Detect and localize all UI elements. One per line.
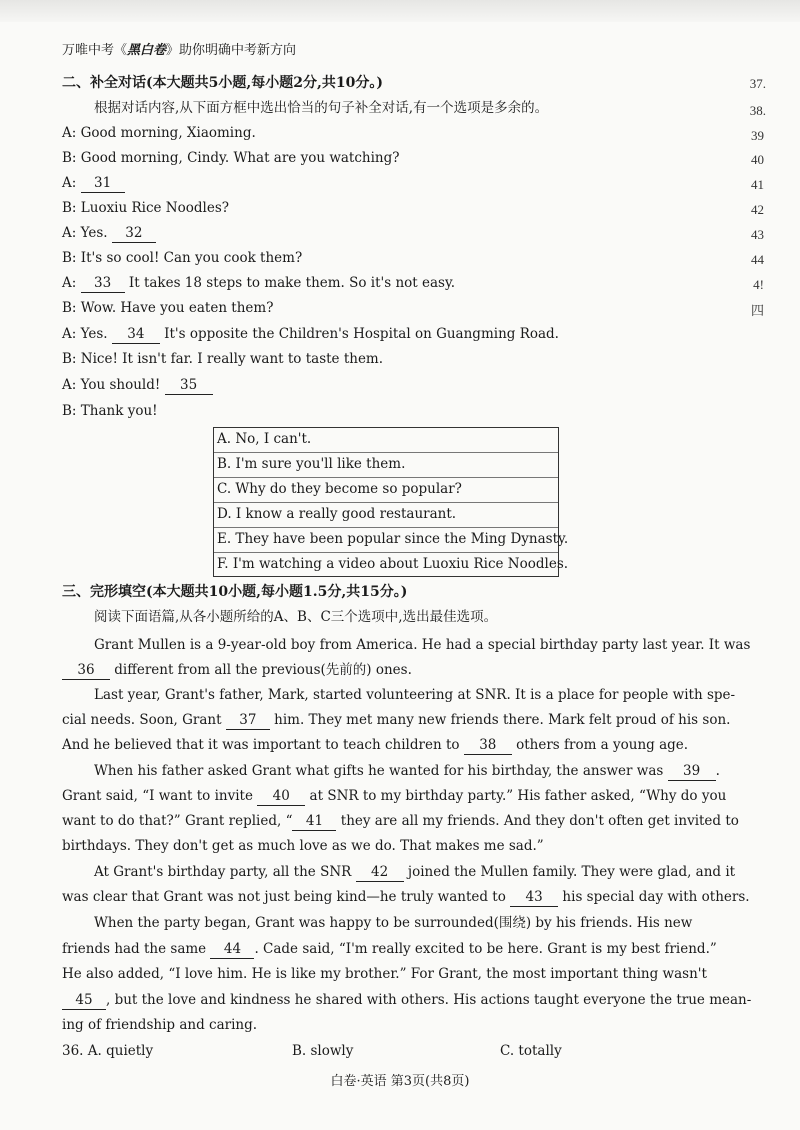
question-36: 36. A. quietly	[62, 1043, 154, 1059]
blank-32[interactable]: 32	[112, 224, 156, 243]
blank-35[interactable]: 35	[165, 376, 213, 395]
blank-43[interactable]: 43	[510, 888, 558, 907]
blank-31[interactable]: 31	[81, 174, 125, 193]
option-divider	[214, 552, 558, 553]
blank-44[interactable]: 44	[210, 940, 254, 959]
dialogue-line: B: Nice! It isn't far. I really want to taste them.	[62, 351, 384, 367]
option-a[interactable]: A. No, I can't.	[217, 431, 312, 447]
margin-number: 39	[751, 128, 764, 143]
dialogue-line: A: Good morning, Xiaoming.	[62, 125, 256, 141]
option-divider	[214, 452, 558, 453]
option-e[interactable]: E. They have been popular since the Ming Dynasty.	[217, 531, 569, 547]
passage-line: When the party began, Grant was happy to be surrounded(围绕) by his friends. His new	[94, 915, 693, 931]
dialogue-line: A: You should! 35	[62, 376, 213, 395]
section2-instruction: 根据对话内容,从下面方框中选出恰当的句子补全对话,有一个选项是多余的。	[94, 100, 549, 116]
passage-line: Grant said, “I want to invite 40 at SNR to my birthday party.” His father asked, “Why do you	[62, 788, 727, 804]
option-d[interactable]: D. I know a really good restaurant.	[217, 506, 457, 522]
passage-line: ing of friendship and caring.	[62, 1017, 258, 1033]
blank-41[interactable]: 41	[292, 812, 336, 831]
dialogue-line: B: It's so cool! Can you cook them?	[62, 250, 303, 266]
dialogue-line: B: Good morning, Cindy. What are you watching?	[62, 150, 400, 166]
blank-40[interactable]: 40	[257, 787, 305, 806]
passage-line: was clear that Grant was not just being kind—he truly wanted to 43 his special day with others.	[62, 889, 750, 905]
margin-number: 40	[751, 152, 764, 167]
dialogue-line: B: Wow. Have you eaten them?	[62, 300, 274, 316]
dialogue-line: B: Luoxiu Rice Noodles?	[62, 200, 229, 216]
passage-line: Last year, Grant's father, Mark, started volunteering at SNR. It is a place for people with spe-	[94, 687, 736, 703]
margin-number: 43	[751, 227, 764, 242]
option-divider	[214, 527, 558, 528]
dialogue-line: A: 31	[62, 174, 125, 193]
scan-top-band	[0, 0, 800, 22]
margin-number: 4!	[753, 277, 764, 292]
option-f[interactable]: F. I'm watching a video about Luoxiu Rice Noodles.	[217, 556, 569, 572]
margin-number: 37.	[749, 76, 766, 91]
passage-line: 36 different from all the previous(先前的) ones.	[62, 661, 412, 680]
passage-line: Grant Mullen is a 9-year-old boy from America. He had a special birthday party last year. It was	[94, 637, 751, 653]
blank-37[interactable]: 37	[226, 711, 270, 730]
passage-line: And he believed that it was important to teach children to 38 others from a young age.	[62, 737, 689, 753]
passage-line: friends had the same 44 . Cade said, “I'm really excited to be here. Grant is my best friend.”	[62, 941, 717, 957]
options-box	[213, 427, 569, 577]
option-divider	[214, 502, 558, 503]
section3-title: 三、完形填空(本大题共10小题,每小题1.5分,共15分。)	[62, 584, 408, 600]
header-brand: 黑白卷	[127, 43, 167, 58]
blank-39[interactable]: 39	[668, 762, 716, 781]
blank-45[interactable]: 45	[62, 991, 106, 1010]
passage-line: birthdays. They don't get as much love as we do. That makes me sad.”	[62, 838, 544, 854]
passage-line: At Grant's birthday party, all the SNR 42 joined the Mullen family. They were glad, and it	[94, 864, 736, 880]
margin-number: 42	[751, 202, 764, 217]
blank-38[interactable]: 38	[464, 736, 512, 755]
passage-line: want to do that?” Grant replied, “ 41 they are all my friends. And they don't often get invited to	[62, 813, 739, 829]
dialogue-line: A: 33 It takes 18 steps to make them. So it's not easy.	[62, 275, 456, 291]
option-b[interactable]: B. I'm sure you'll like them.	[217, 456, 406, 472]
q36-option-b[interactable]: B. slowly	[292, 1043, 354, 1059]
blank-36[interactable]: 36	[62, 661, 110, 680]
passage-line: cial needs. Soon, Grant 37 him. They met many new friends there. Mark felt proud of his son.	[62, 712, 731, 728]
passage-line: 45 , but the love and kindness he shared with others. His actions taught everyone the true mean-	[62, 991, 751, 1010]
page-header: 万唯中考《黑白卷》助你明确中考新方向	[62, 43, 297, 58]
q36-option-c[interactable]: C. totally	[500, 1043, 562, 1059]
page-footer: 白卷·英语 第3页(共8页)	[330, 1074, 470, 1089]
margin-number: 四	[750, 303, 764, 318]
option-divider	[214, 477, 558, 478]
margin-number: 41	[751, 177, 764, 192]
margin-number: 44	[751, 252, 764, 267]
section3-instruction: 阅读下面语篇,从各小题所给的A、B、C三个选项中,选出最佳选项。	[94, 609, 498, 625]
dialogue-line: A: Yes. 34 It's opposite the Children's Hospital on Guangming Road.	[62, 326, 559, 342]
dialogue-line: B: Thank you!	[62, 403, 158, 419]
q36-option-a[interactable]: A. quietly	[87, 1043, 154, 1059]
passage-line: He also added, “I love him. He is like my brother.” For Grant, the most important thing wasn't	[62, 966, 707, 982]
passage-line: When his father asked Grant what gifts he wanted for his birthday, the answer was 39 .	[94, 763, 720, 779]
blank-42[interactable]: 42	[356, 863, 404, 882]
section2-title: 二、补全对话(本大题共5小题,每小题2分,共10分。)	[62, 75, 383, 91]
option-c[interactable]: C. Why do they become so popular?	[217, 481, 462, 497]
blank-34[interactable]: 34	[112, 325, 160, 344]
blank-33[interactable]: 33	[81, 274, 125, 293]
dialogue-line: A: Yes. 32	[62, 224, 156, 243]
margin-number: 38.	[749, 103, 766, 118]
